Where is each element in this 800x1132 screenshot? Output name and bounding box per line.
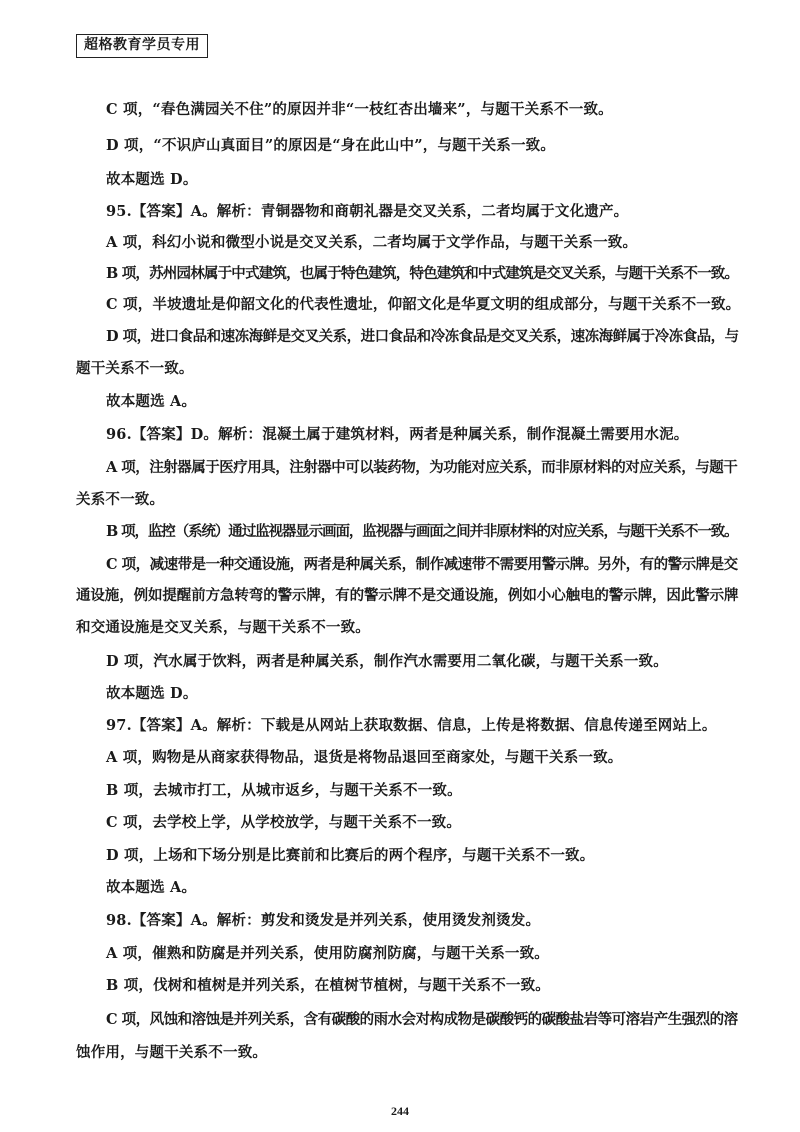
text-line: D 项，进口食品和速冻海鲜是交叉关系，进口食品和冷冻食品是交叉关系，速冻海鲜属于冷冻食品，与 — [106, 328, 739, 345]
text-line: A 项，科幻小说和微型小说是交叉关系，二者均属于文学作品，与题干关系一致。 — [106, 234, 638, 251]
page-number: 244 — [391, 1104, 409, 1118]
text-line: 关系不一致。 — [76, 491, 165, 508]
text-line: 题干关系不一致。 — [76, 360, 194, 377]
text-line: B 项，去城市打工，从城市返乡，与题干关系不一致。 — [106, 782, 462, 799]
text-line: 故本题选 A。 — [106, 393, 197, 410]
text-line: 98.【答案】A。解析：剪发和烫发是并列关系，使用烫发剂烫发。 — [106, 912, 541, 929]
text-line: C 项，减速带是一种交通设施，两者是种属关系，制作减速带不需要用警示牌。另外，有的警示牌是交 — [106, 556, 738, 573]
text-line: C 项，风蚀和溶蚀是并列关系，含有碳酸的雨水会对构成物是碳酸钙的碳酸盐岩等可溶岩产生强烈的溶 — [106, 1011, 738, 1028]
text-line: C 项，去学校上学，从学校放学，与题干关系不一致。 — [106, 814, 462, 831]
text-line: 故本题选 D。 — [106, 685, 198, 702]
text-line: B 项，监控（系统）通过监视器显示画面，监视器与画面之间并非原材料的对应关系，与题干关系不一致。 — [106, 523, 738, 540]
text-line: C 项，“春色满园关不住”的原因并非“一枝红杏出墙来”，与题干关系不一致。 — [106, 101, 613, 118]
text-line: 蚀作用，与题干关系不一致。 — [76, 1044, 268, 1061]
text-line: 96.【答案】D。解析：混凝土属于建筑材料，两者是种属关系，制作混凝土需要用水泥。 — [106, 426, 689, 443]
text-line: 95.【答案】A。解析：青铜器物和商朝礼器是交叉关系，二者均属于文化遗产。 — [106, 203, 629, 220]
text-line: D 项，上场和下场分别是比赛前和比赛后的两个程序，与题干关系不一致。 — [106, 847, 595, 864]
text-line: C 项，半坡遗址是仰韶文化的代表性遗址，仰韶文化是华夏文明的组成部分，与题干关系不一致。 — [106, 296, 741, 313]
text-line: A 项，注射器属于医疗用具，注射器中可以装药物，为功能对应关系，而非原材料的对应关系，与题干 — [106, 459, 738, 476]
text-line: 和交通设施是交叉关系，与题干关系不一致。 — [76, 619, 370, 636]
text-line: B 项，伐树和植树是并列关系，在植树节植树，与题干关系不一致。 — [106, 977, 551, 994]
text-line: 故本题选 D。 — [106, 171, 198, 188]
header-label: 超格教育学员专用 — [76, 34, 208, 58]
text-line: 通设施，例如提醒前方急转弯的警示牌，有的警示牌不是交通设施，例如小心触电的警示牌，因此警示牌 — [76, 587, 739, 604]
text-line: 故本题选 A。 — [106, 879, 197, 896]
text-line: A 项，购物是从商家获得物品，退货是将物品退回至商家处，与题干关系一致。 — [106, 749, 623, 766]
text-line: D 项，“不识庐山真面目”的原因是“身在此山中”，与题干关系一致。 — [106, 137, 556, 154]
text-line: 97.【答案】A。解析：下载是从网站上获取数据、信息，上传是将数据、信息传递至网站上。 — [106, 717, 717, 734]
text-line: D 项，汽水属于饮料，两者是种属关系，制作汽水需要用二氧化碳，与题干关系一致。 — [106, 653, 668, 670]
text-line: A 项，催熟和防腐是并列关系，使用防腐剂防腐，与题干关系一致。 — [106, 945, 549, 962]
text-line: B 项，苏州园林属于中式建筑，也属于特色建筑，特色建筑和中式建筑是交叉关系，与题干关系不一致。 — [106, 265, 739, 282]
